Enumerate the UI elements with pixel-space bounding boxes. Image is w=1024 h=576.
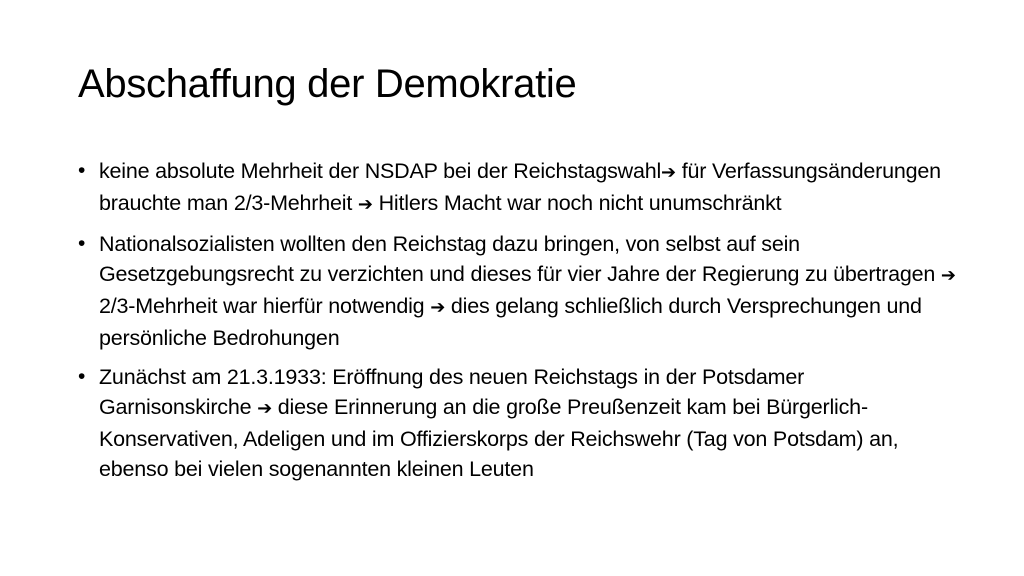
arrow-right-icon: ➔	[940, 265, 956, 286]
bullet-text: Nationalsozialisten wollten den Reichstag dazu bringen, von selbst auf sein Gesetzgebungsrecht zu verzichten und dieses für vier Jahre der Regierung zu übertragen	[99, 232, 941, 286]
bullet-text: dies gelang schließlich durch Versprechungen und persönliche Bedrohungen	[99, 294, 922, 350]
bullet-list	[78, 156, 958, 493]
bullet-dot-icon: •	[78, 159, 86, 182]
bullet-dot-icon: •	[78, 232, 86, 255]
bullet-text: diese Erinnerung an die große Preußenzeit kam bei Bürgerlich-Konservativen, Adeligen und im Offizierskorps der Reichswehr (Tag von Potsdam) an, ebenso bei vielen sogenannten kleinen Leuten	[99, 395, 899, 481]
bullet-dot-icon: •	[78, 365, 86, 388]
arrow-right-icon: ➔	[661, 162, 676, 183]
bullet-text: keine absolute Mehrheit der NSDAP bei der Reichstagswahl	[99, 159, 662, 183]
arrow-right-icon: ➔	[257, 398, 273, 419]
arrow-right-icon: ➔	[357, 194, 373, 215]
slide-title: Abschaffung der Demokratie	[78, 62, 577, 106]
bullet-item	[78, 156, 958, 220]
bullet-text: Hitlers Macht war noch nicht unumschränkt	[372, 191, 782, 215]
bullet-text: für Verfassungsänderungen brauchte man 2/3-Mehrheit	[99, 159, 941, 215]
bullet-item	[78, 229, 958, 353]
bullet-text: 2/3-Mehrheit war hierfür notwendig	[99, 294, 431, 318]
bullet-text: Zunächst am 21.3.1933: Eröffnung des neuen Reichstags in der Potsdamer Garnisonskirche	[99, 365, 805, 419]
arrow-right-icon: ➔	[430, 297, 446, 318]
bullet-item	[78, 362, 958, 484]
